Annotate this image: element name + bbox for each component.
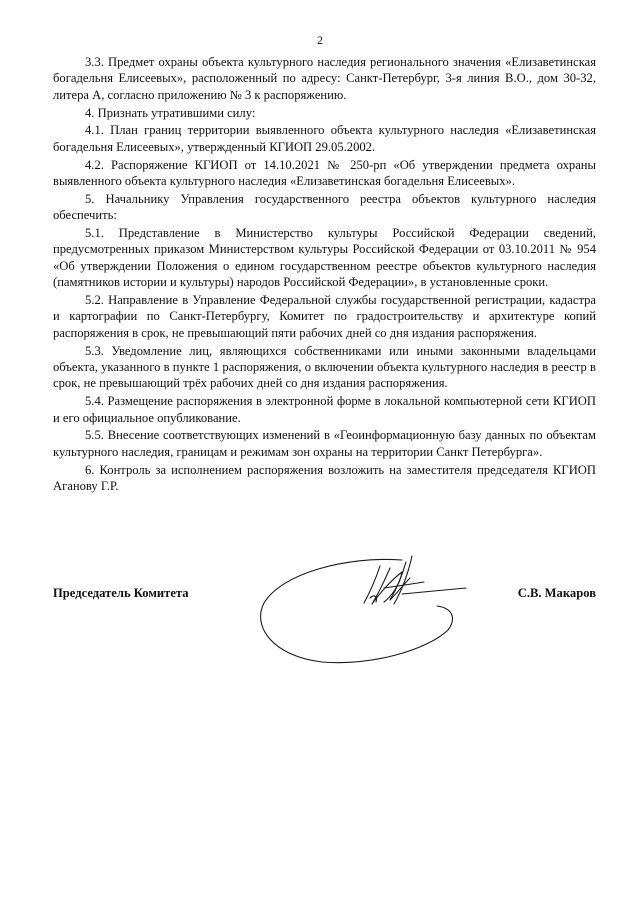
paragraph-5-2: 5.2. Направление в Управление Федеральной службы государственной регистрации, кадастра и картографии по Санкт-Петербургу, Комитет по градостроительству и архитектуре копий распоряжения в срок, не превышающий пяти рабочих дней со дня издания распоряжения.: [53, 293, 596, 340]
paragraph-4-1: 4.1. План границ территории выявленного объекта культурного наследия «Елизаветинская богадельня Елисеевых», утвержденный КГИОП 29.05.2002.: [53, 123, 596, 154]
paragraph-4: 4. Признать утратившими силу:: [85, 105, 256, 120]
paragraph-3-3: 3.3. Предмет охраны объекта культурного наследия регионального значения «Елизаветинская богадельня Елисеевых», расположенный по адресу: Санкт-Петербург, 3-я линия В.О., дом 30-32, литера А, согласно приложению № 3 к распоряжению.: [53, 55, 596, 102]
document-body: [53, 54, 596, 496]
paragraph-5-3: 5.3. Уведомление лиц, являющихся собственниками или иными законными владельцами объекта, указанного в пункте 1 распоряжения, о включении объекта культурного наследия в реестр в срок, не превышающий трёх рабочих дней со дня издания распоряжения.: [53, 343, 596, 391]
paragraph-5-5: 5.5. Внесение соответствующих изменений в «Геоинформационную базу данных по объектам культурного наследия, границам и режимам зон охраны на территории Санкт Петербурга».: [53, 428, 596, 459]
paragraph-6: 6. Контроль за исполнением распоряжения возложить на заместителя председателя КГИОП Аганову Г.Р.: [53, 462, 596, 494]
paragraph-5: 5. Начальнику Управления государственного реестра объектов культурного наследия обеспечить:: [53, 191, 596, 223]
handwritten-signature: [252, 548, 488, 666]
page-number: 2: [317, 33, 323, 47]
signature-block: [53, 586, 596, 606]
paragraph-4-2: 4.2. Распоряжение КГИОП от 14.10.2021 № 250-рп «Об утверждении предмета охраны выявленного объекта культурного наследия «Елизаветинская богадельня Елисеевых».: [53, 157, 596, 189]
paragraph-5-1: 5.1. Представление в Министерство культуры Российской Федерации сведений, предусмотренных приказом Министерством культуры Российской Федерации от 03.10.2011 № 954 «Об утверждении Положения о едином государственном реестре объектов культурного наследия (памятников истории и культуры) народов Российской Федерации», в установленные сроки.: [53, 226, 596, 290]
paragraph-5-4: 5.4. Размещение распоряжения в электронной форме в локальной компьютерной сети КГИОП и его официальное опубликование.: [53, 394, 596, 425]
signer-name: С.В. Макаров: [517, 586, 596, 600]
signer-title: Председатель Комитета: [53, 586, 189, 600]
